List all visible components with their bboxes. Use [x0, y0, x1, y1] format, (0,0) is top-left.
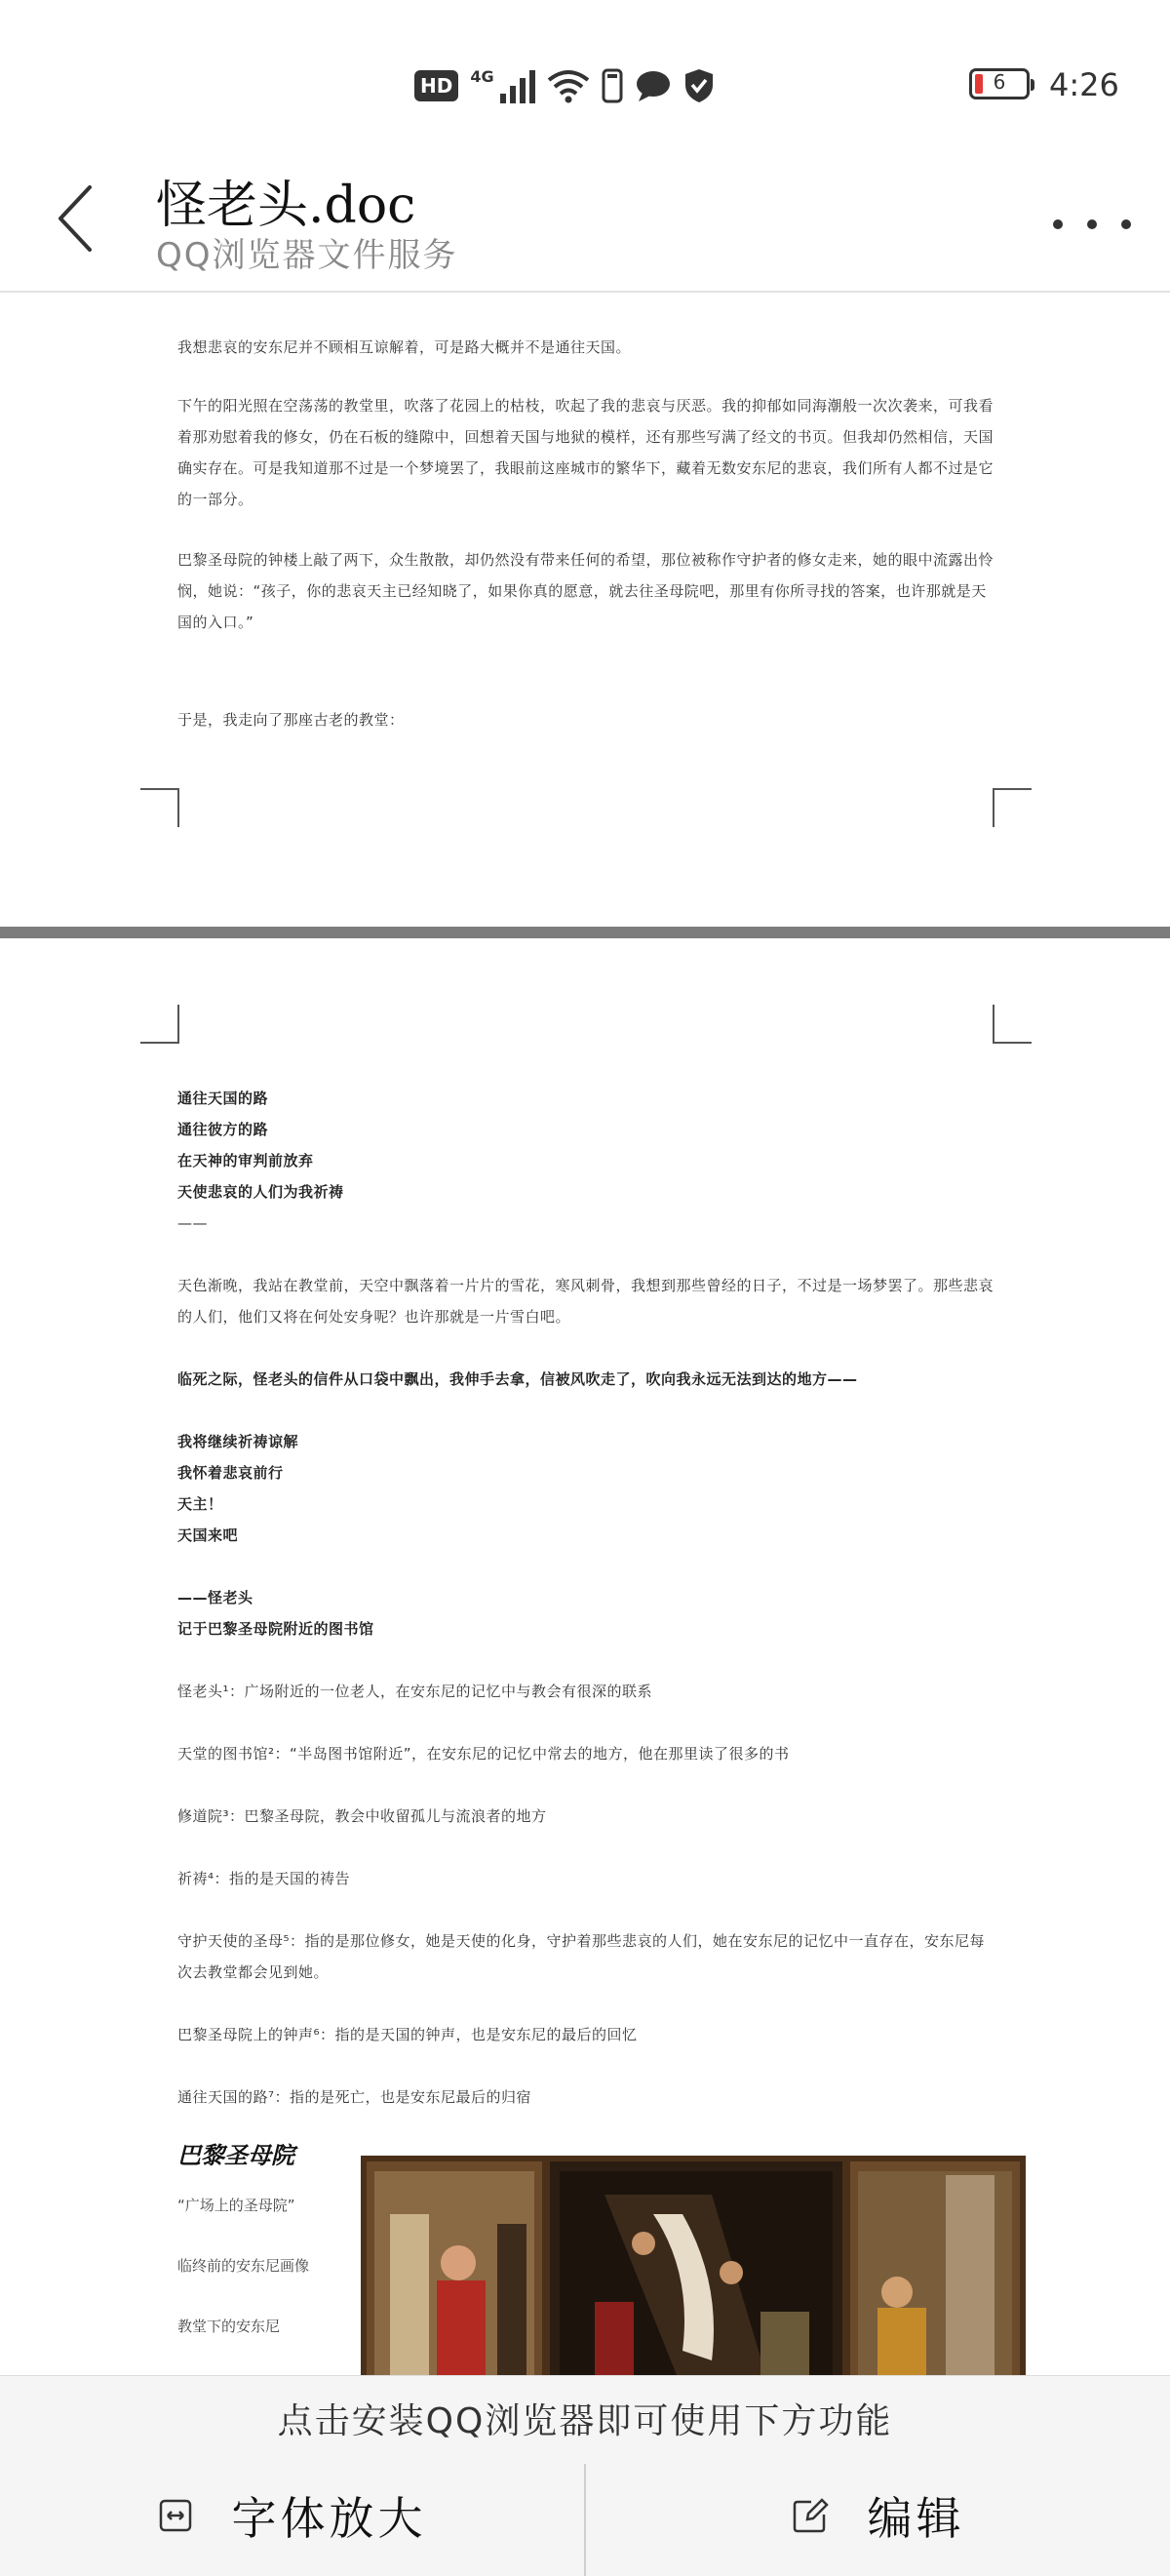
- poem-line: 通往彼方的路: [177, 1121, 269, 1138]
- page-corner-mark: [993, 788, 1032, 827]
- doc-paragraph: 于是，我走向了那座古老的教堂：: [177, 711, 405, 729]
- footnote: 巴黎圣母院上的钟声⁶：指的是天国的钟声，也是安东尼的最后的回忆: [177, 2026, 638, 2043]
- edit-label: 编辑: [867, 2491, 965, 2545]
- font-size-icon: [158, 2498, 193, 2533]
- document-viewer[interactable]: [0, 293, 1170, 2375]
- document-title: 怪老头.doc: [156, 177, 416, 235]
- artwork-title: 巴黎圣母院: [177, 2141, 294, 2169]
- edit-icon: [792, 2497, 829, 2534]
- doc-paragraph: 我想悲哀的安东尼并不顾相互谅解着，可是路大概并不是通往天国。: [177, 338, 632, 356]
- network-type: 4G: [470, 66, 494, 86]
- footnote: 天堂的图书馆²：“半岛图书馆附近”，在安东尼的记忆中常去的地方，他在那里读了很多的书: [177, 1745, 790, 1763]
- signal-icon: [500, 68, 535, 103]
- poem-line: 天国来吧: [177, 1526, 239, 1544]
- poem-line: 通往天国的路: [177, 1090, 269, 1107]
- footnote: 修道院³：巴黎圣母院，教会中收留孤儿与流浪者的地方: [177, 1807, 547, 1825]
- app-header: [0, 146, 1170, 293]
- document-subtitle: QQ浏览器文件服务: [156, 236, 458, 275]
- poem-line: 我怀着悲哀前行: [177, 1464, 284, 1482]
- signature-line: ——怪老头: [177, 1589, 254, 1606]
- install-hint[interactable]: 点击安装QQ浏览器即可使用下方功能: [277, 2401, 893, 2441]
- hd-badge: HD: [414, 70, 458, 101]
- footnote: 祈祷⁴：指的是天国的祷告: [177, 1870, 351, 1887]
- footnote: 守护天使的圣母⁵：指的是那位修女，她是天使的化身，守护着那些悲哀的人们，她在安东尼的记忆中一直存在，安东尼每次去教堂都会见到她。: [177, 1932, 986, 1981]
- page-corner-mark: [993, 1005, 1032, 1044]
- signature-line: 记于巴黎圣母院附近的图书馆: [177, 1620, 374, 1638]
- chevron-left-icon: [49, 179, 107, 258]
- doc-paragraph: 下午的阳光照在空荡荡的教堂里，吹落了花园上的枯枝，吹起了我的悲哀与厌恶。我的抑郁如同海潮般一次次袭来，可我看着那劝慰着我的修女，仍在石板的缝隙中，回想着天国与地狱的模样，还有那些写满了经文的书页。但我却仍然相信，天国确实存在。可是我知道那不过是一个梦境罢了，我眼前这座城市的繁华下，藏着无数安东尼的悲哀，我们所有人都不过是它的一部分。: [177, 397, 994, 508]
- doc-paragraph: 巴黎圣母院的钟楼上敲了两下，众生散散，却仍然没有带来任何的希望，那位被称作守护者的修女走来，她的眼中流露出怜悯，她说：“孩子，你的悲哀天主已经知晓了，如果你真的愿意，就去往圣母院吧，那里有你所寻找的答案，也许那就是天国的入口。”: [177, 551, 994, 631]
- more-dot-icon: [1053, 219, 1063, 229]
- footnote: 怪老头¹：广场附近的一位老人，在安东尼的记忆中与教会有很深的联系: [177, 1683, 653, 1700]
- poem-line: 在天神的审判前放弃: [177, 1152, 314, 1169]
- more-dot-icon: [1087, 219, 1097, 229]
- page-corner-mark: [140, 1005, 179, 1044]
- more-options-button[interactable]: [1053, 205, 1131, 244]
- more-dot-icon: [1121, 219, 1131, 229]
- battery-level: 6: [993, 70, 1006, 94]
- font-enlarge-label: 字体放大: [231, 2491, 427, 2545]
- back-button[interactable]: [49, 179, 107, 258]
- dash-line: ——: [177, 1214, 208, 1232]
- page-separator: [0, 927, 1170, 938]
- artwork-caption: 教堂下的安东尼: [177, 2318, 281, 2335]
- status-icons: [414, 62, 715, 109]
- poem-line: 天使悲哀的人们为我祈祷: [177, 1183, 344, 1201]
- footnote: 通往天国的路⁷：指的是死亡，也是安东尼最后的归宿: [177, 2088, 532, 2106]
- font-enlarge-button[interactable]: [0, 2454, 584, 2576]
- battery-icon: [969, 68, 1030, 99]
- shield-icon: [683, 68, 715, 103]
- sim-icon: [602, 68, 623, 103]
- doc-paragraph: 天色渐晚，我站在教堂前，天空中飘落着一片片的雪花，寒风刺骨，我想到那些曾经的日子，不过是一场梦罢了。那些悲哀的人们，他们又将在何处安身呢？也许那就是一片雪白吧。: [177, 1277, 994, 1326]
- bottom-toolbar: [0, 2375, 1170, 2576]
- edit-button[interactable]: [586, 2454, 1170, 2576]
- clock: 4:26: [1049, 66, 1119, 103]
- doc-paragraph: 临死之际，怪老头的信件从口袋中飘出，我伸手去拿，信被风吹走了，吹向我永远无法到达的地方——: [177, 1370, 858, 1388]
- poem-line: 我将继续祈祷谅解: [177, 1433, 299, 1450]
- message-icon: [635, 69, 672, 102]
- artwork-caption: “广场上的圣母院”: [177, 2197, 295, 2214]
- status-bar: [0, 0, 1170, 146]
- page-corner-mark: [140, 788, 179, 827]
- poem-line: 天主！: [177, 1495, 223, 1513]
- artwork-caption: 临终前的安东尼画像: [177, 2257, 310, 2275]
- triptych-painting-image: [361, 2156, 1026, 2375]
- wifi-icon: [547, 68, 590, 103]
